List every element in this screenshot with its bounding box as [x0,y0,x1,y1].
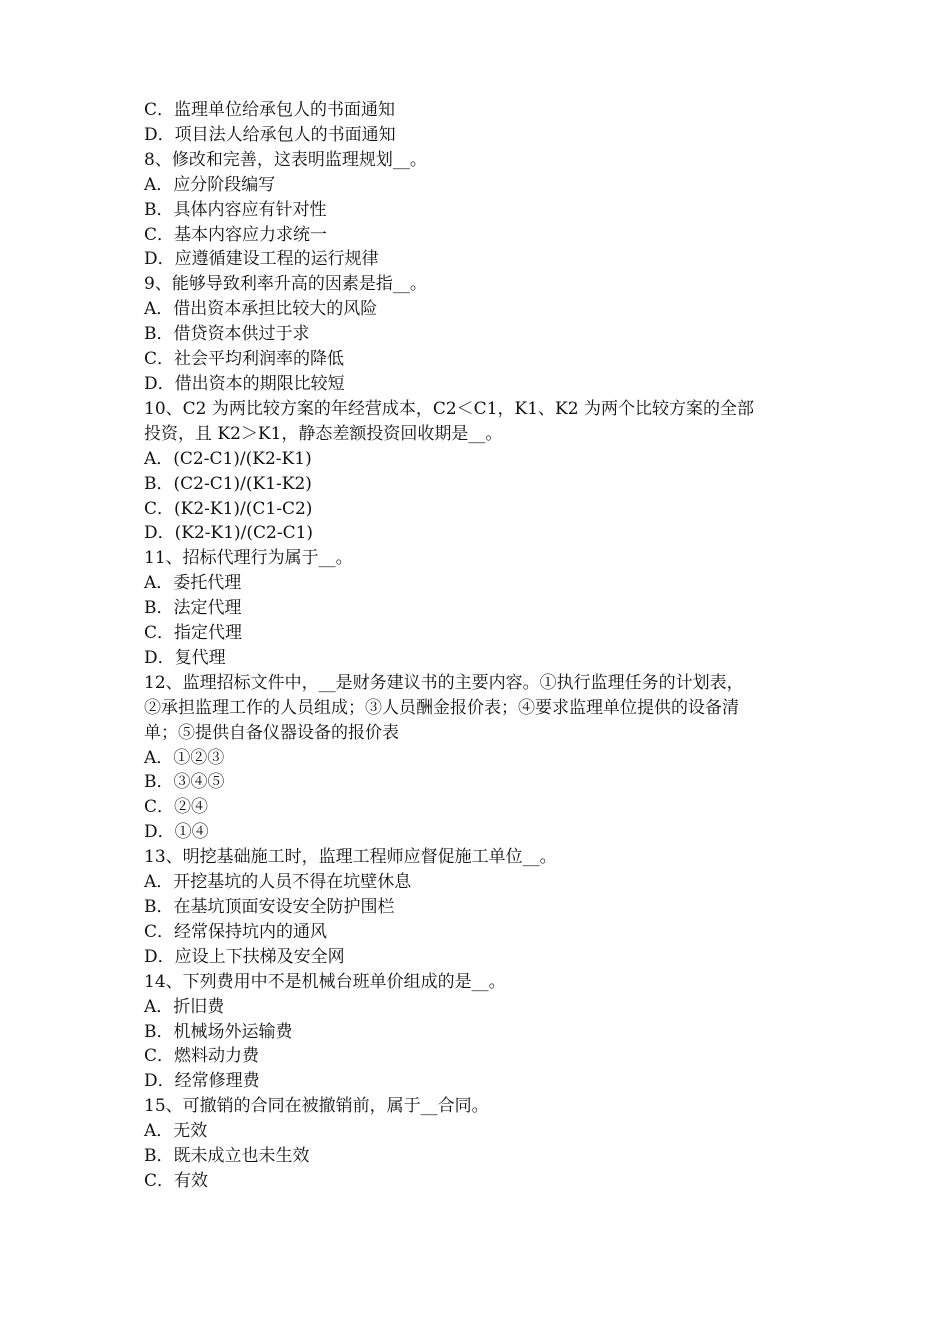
text-line: D．复代理 [144,647,226,668]
document-page [144,98,814,1194]
text-line: B．③④⑤ [144,772,225,793]
text-line: 13、明挖基础施工时，监理工程师应督促施工单位__。 [144,847,557,868]
text-line: 11、招标代理行为属于__。 [144,548,353,569]
text-line: C．社会平均利润率的降低 [144,349,345,370]
text-line: D．项目法人给承包人的书面通知 [144,124,396,145]
text-line: C．②④ [144,797,209,818]
text-line: B．既未成立也未生效 [144,1146,310,1167]
text-line: ②承担监理工作的人员组成；③人员酬金报价表；④要求监理单位提供的设备清 [144,697,739,718]
text-line: D．应遵循建设工程的运行规律 [144,249,379,270]
text-line: A．应分阶段编写 [144,174,276,195]
text-line: C．(K2-K1)/(C1-C2) [144,498,313,519]
text-line: C．监理单位给承包人的书面通知 [144,100,396,120]
text-line: D．①④ [144,822,209,843]
text-line: B．机械场外运输费 [144,1021,293,1042]
text-line: A．无效 [144,1121,208,1142]
text-line: A．开挖基坑的人员不得在坑壁休息 [144,872,412,893]
text-line: D．(K2-K1)/(C2-C1) [144,523,314,544]
text-line: B．在基坑顶面安设安全防护围栏 [144,897,395,917]
text-line: C．基本内容应力求统一 [144,224,328,245]
text-line: A．(C2-C1)/(K2-K1) [144,448,312,469]
text-line: 15、可撤销的合同在被撤销前，属于__合同。 [144,1096,489,1117]
text-line: D．经常修理费 [144,1071,260,1092]
text-line: 14、下列费用中不是机械台班单价组成的是__。 [144,971,506,992]
text-line: D．应设上下扶梯及安全网 [144,946,345,967]
text-line: C．指定代理 [144,623,243,644]
text-line: B．具体内容应有针对性 [144,199,327,220]
text-line: A．折旧费 [144,996,225,1017]
text-line: 12、监理招标文件中，__是财务建议书的主要内容。①执行监理任务的计划表， [144,672,744,693]
text-line: C．有效 [144,1170,209,1191]
text-line: 投资，且 K2＞K1，静态差额投资回收期是__。 [144,423,503,444]
text-line: A．①②③ [144,747,225,768]
text-line: B．法定代理 [144,598,242,619]
text-line: 单；⑤提供自备仪器设备的报价表 [144,722,399,743]
text-line: 10、C2 为两比较方案的年经营成本，C2＜C1，K1、K2 为两个比较方案的全部 [144,398,754,419]
text-line: C．燃料动力费 [144,1046,260,1067]
text-line: A．委托代理 [144,573,242,594]
text-line: 8、修改和完善，这表明监理规划__。 [144,149,427,170]
text-line: B．借贷资本供过于求 [144,324,310,345]
text-line: B．(C2-C1)/(K1-K2) [144,473,312,494]
text-line: 9、能够导致利率升高的因素是指__。 [144,274,427,295]
text-line: C．经常保持坑内的通风 [144,921,328,942]
text-line: A．借出资本承担比较大的风险 [144,299,378,320]
text-line: D．借出资本的期限比较短 [144,373,345,394]
